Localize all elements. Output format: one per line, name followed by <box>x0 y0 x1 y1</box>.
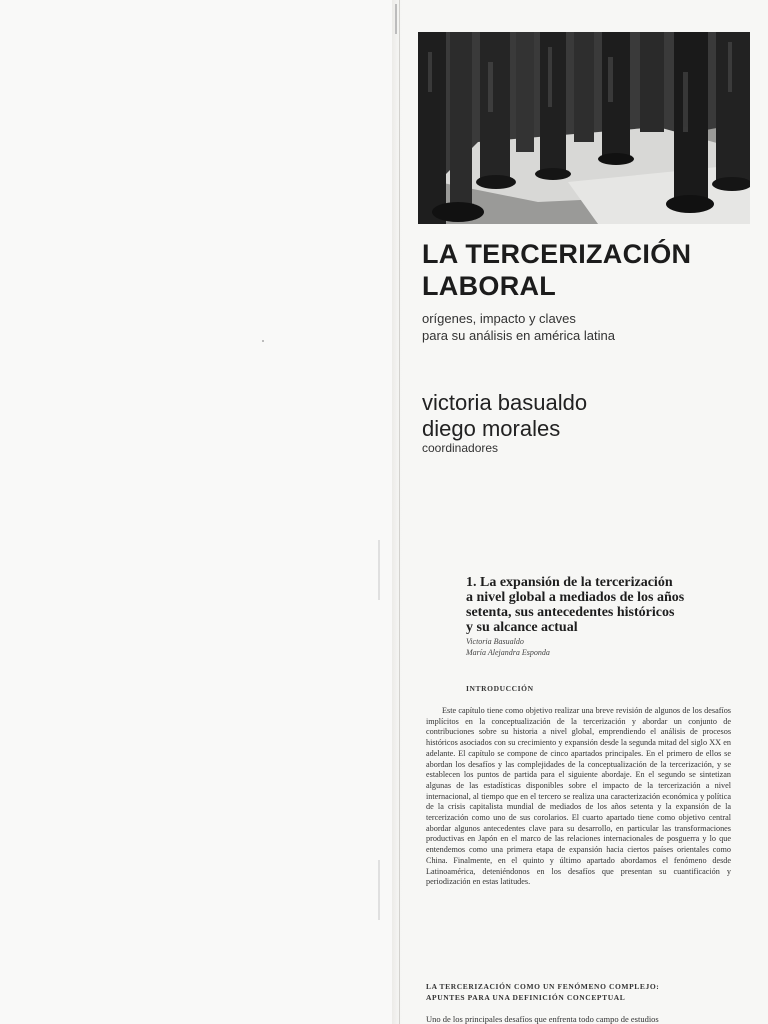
book-gutter <box>392 0 402 1024</box>
editor-name-2: diego morales <box>422 416 561 441</box>
scan-speck <box>262 340 264 342</box>
intro-heading: INTRODUCCIÓN <box>466 684 534 693</box>
section-2-heading <box>426 981 736 1003</box>
book-subtitle-line-1: orígenes, impacto y claves <box>422 311 576 326</box>
intro-paragraph: Este capítulo tiene como objetivo realizar una breve revisión de algunos de los desafíos implícitos en la conceptualización de la tercerización y abordar un conjunto de contribuciones sobre su historia a nivel global, emprendiendo el análisis de procesos históricos asociados con su crecimiento y expansión desde la segunda mitad del siglo XX en adelante. El capítulo se compone de cinco apartados principales. En el primero de ellos se abordan los desafíos y las complejidades de la conceptualización de la tercerización, y se establecen los puntos de partida para el siguiente abordaje. En el segundo se sintetizan algunas de las estadísticas disponibles sobre el impacto de la tercerización a nivel internacional, al tiempo que en el tercero se realiza una caracterización económica y política de la crisis capitalista mundial de mediados de los años setenta y la expansión de la tercerización como uno de sus corolarios. El cuarto apartado tiene como objetivo central abordar algunos antecedentes clave para su desarrollo, en particular las transformaciones productivas en Japón en el marco de las relaciones internacionales de posguerra y lo que entendemos como una primera etapa de expansión hacia ciertos países orientales como China. Finalmente, en el quinto y último apartado abordamos el fenómeno desde Latinoamérica, deteniéndonos en los desafíos que presentan su cuantificación y periodización en estas latitudes. <box>426 706 731 887</box>
chapter-author-1: Victoria Basualdo <box>466 637 524 646</box>
soldiers-boots-photo-icon <box>418 32 750 224</box>
chapter-title-line-4: y su alcance actual <box>466 620 578 635</box>
editors-role: coordinadores <box>422 441 499 455</box>
chapter-title-line-1: 1. La expansión de la tercerización <box>466 575 673 590</box>
scan-mark <box>395 4 397 34</box>
editors <box>422 390 742 442</box>
cover-photo <box>418 32 750 224</box>
gutter-line <box>399 0 400 1024</box>
chapter-title <box>466 575 736 635</box>
scan-mark <box>378 860 380 920</box>
book-subtitle <box>422 310 742 344</box>
chapter-title-line-2: a nivel global a mediados de los años <box>466 590 685 605</box>
section-2-first-line: Uno de los principales desafíos que enfrenta todo campo de estudios <box>426 1014 659 1024</box>
chapter-title-line-3: setenta, sus antecedentes históricos <box>466 605 675 620</box>
scan-mark <box>378 540 380 600</box>
book-title <box>422 238 742 302</box>
book-title-line-1: LA TERCERIZACIÓN <box>422 239 692 269</box>
chapter-authors <box>466 636 550 658</box>
book-title-line-2: LABORAL <box>422 271 557 301</box>
section-2-heading-line-1: LA TERCERIZACIÓN COMO UN FENÓMENO COMPLEJO: <box>426 982 660 991</box>
book-subtitle-line-2: para su análisis en américa latina <box>422 328 615 343</box>
editor-name-1: victoria basualdo <box>422 390 588 415</box>
section-2-heading-line-2: APUNTES PARA UNA DEFINICIÓN CONCEPTUAL <box>426 993 626 1002</box>
chapter-author-2: María Alejandra Esponda <box>466 648 550 657</box>
